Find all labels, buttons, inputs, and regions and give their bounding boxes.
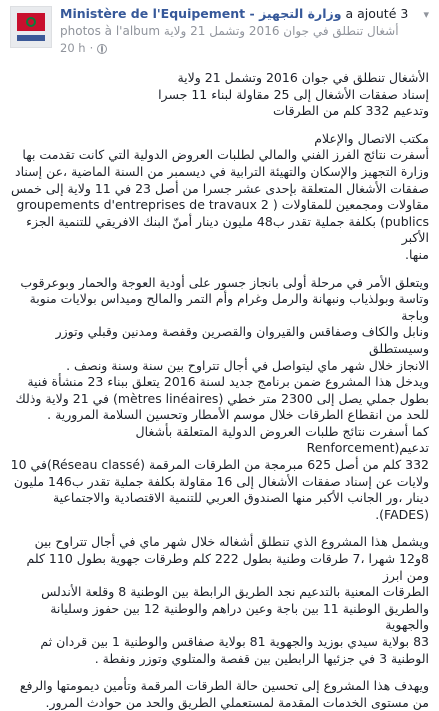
avatar-bar [17,35,45,41]
text-line: الوطنية 3 في جزئيها الرابطين بين قفصة والمتلوي وتوزر ونفطة . [94,650,429,666]
album-line[interactable]: photos à l'album أشغال تنطلق في جوان 2016 وتشمل 21 ولاية [60,24,399,38]
intro-line: وتدعيم 332 كلم من الطرقات [273,103,429,119]
text-line: ويتعلق الأمر في مرحلة أولى بانجاز جسور على أودية العوجة والحمار وبوعرقوب [20,274,429,290]
paragraph-1 [10,147,429,263]
text-line: publics) بكلفة جملية تقدر ب48 مليون دينار أمنّ البنك الافريقي للتنمية الجزء الأكبر [26,213,429,246]
text-line: ولايات عن إسناد صفقات الأشغال إلى 16 مقاولة بكلفة جملية تقدر ب146 مليون [13,473,429,489]
action-text: a ajouté 3 [345,6,409,21]
text-line: (FADES). [375,506,429,522]
globe-icon [97,44,107,54]
post-meta [60,6,429,56]
text-line: بطول جملي يصل إلى 2300 متر خطي (mètres linéaires) في 21 ولاية وذلك [15,390,429,406]
office-line: مكتب الاتصال والإعلام [314,130,429,146]
text-line: أسفرت نتائج الفرز الفني والمالي لطلبات العروض الدولية التي كانت تقدمت بها [22,147,429,163]
post-time-line: 20 h · [60,41,429,56]
page-name-link[interactable]: Ministère de l'Equipement - وزارة التجهيز [60,6,342,21]
paragraph-3 [10,534,429,667]
text-line: 8و12 شهرا ،7 طرقات وطنية بطول 222 كلم وطرقات جهوية بطول 110 كلم ومن ابرز [26,551,429,583]
paragraph-2 [10,275,429,524]
office-paragraph [10,131,429,148]
post-title-line [60,6,429,22]
text-line: 83 بولاية سيدي بوزيد والجهوية 81 بولاية صفاقس والوطنية 1 بين قردان ثم [40,634,429,649]
chevron-down-icon[interactable]: ▾ [423,8,429,21]
intro-line: إسناد صفقات الأشغال إلى 25 مقاولة لبناء 11 جسرا [158,86,429,102]
post-timestamp[interactable]: 20 h [60,41,86,55]
text-line: كما أسفرت نتائج طلبات العروض الدولية المتعلقة بأشغال تدعيم(Renforcement [135,423,429,456]
text-line: صفقات الأشغال المتعلقة بإحدى عشر جسرا من أصل 23 في 11 ولاية إلى خمس [11,180,429,196]
text-line: دينار ،ور الجانب الأكبر منها الصندوق العربي للتنمية الاقتصادية والاجتماعية [52,490,429,506]
text-line: للحد من انقطاع الطرقات خلال موسم الأمطار وتحسين السلامة المرورية . [47,407,429,423]
intro-paragraph [10,70,429,120]
text-line: من مستوى الخدمات المقدمة لمستعملي الطريق والحد من حوادث المرور. [45,694,429,710]
text-line: ويدخل هذا المشروع ضمن برنامج جديد لسنة 2016 يتعلق ببناء 23 منشأة فنية [27,374,429,390]
text-line: ويشمل هذا المشروع الذي تنطلق أشغاله خلال شهر ماي في أجال تتراوح بين [34,534,429,550]
text-line: مقاولات ومجمعين للمقاولات ( groupements d'entreprises de travaux 2 [16,197,429,213]
text-line: منها. [404,246,429,262]
text-line: وزارة التجهيز والإسكان والتهيئة الترابية في ديسمبر من السنة الماضية ،عن إسناد [15,163,429,179]
post-header [10,6,429,58]
text-line: ويهدف هذا المشروع إلى تحسين حالة الطرقات المرقمة وتأمين ديمومتها والرفع [19,678,429,694]
flag-emblem [17,13,45,31]
page-avatar[interactable] [10,6,52,48]
post-body [10,70,429,711]
text-line: الطرقات المعنية بالتدعيم نجد الطريق الرابطة بين الوطنية 8 وقلعة الأندلس [41,584,429,600]
paragraph-4 [10,678,429,711]
intro-line: الأشغال تنطلق في جوان 2016 وتشمل 21 ولاية [177,70,429,85]
text-line: والطريق الوطنية 11 بين باجة وعين دراهم والوطنية 12 بين حفوز وسليانة والجهوية [50,600,429,633]
text-line: الانجاز خلال شهر ماي ليتواصل في أجال تتراوح بين سنة وسنة ونصف . [66,357,429,373]
text-line: ونابل والكاف وصفاقس والقيروان والقصرين وقفصة ومدنين وقبلي وتوزر وسيستطلق [55,324,429,356]
text-line: وتاسة وبولذياب ونبهانة والرمل وغرام وأم التمر والمالح وميداس بولايات منوبة وباجة [29,291,429,323]
text-line: 332 كلم من أصل 625 مبرمجة من الطرقات المرقمة (Réseau classé)في 10 [10,457,429,473]
